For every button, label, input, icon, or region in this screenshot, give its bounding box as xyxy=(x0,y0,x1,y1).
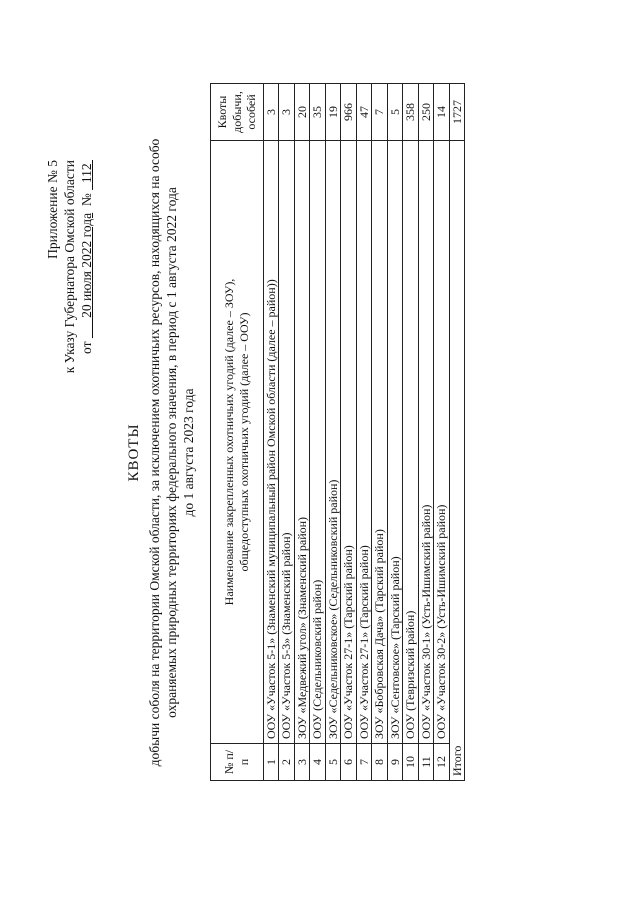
title-line-1: добычи соболя на территории Омской области, за исключением охотничьих ресурсов, находящихся на особо xyxy=(147,138,162,767)
row-name: ООУ «Участок 30-2» (Усть-Ишимский район) xyxy=(434,141,450,744)
row-num: 4 xyxy=(310,744,326,781)
quota-table xyxy=(210,83,465,781)
row-name: ЗОУ «Бобровская Дача» (Тарский район) xyxy=(372,141,388,744)
decree-number xyxy=(79,160,94,190)
row-quota: 3 xyxy=(279,84,295,141)
row-name: ЗОУ «Сентовское» (Тарский район) xyxy=(387,141,403,744)
row-num: 7 xyxy=(356,744,372,781)
row-num: 5 xyxy=(325,744,341,781)
row-quota: 966 xyxy=(341,84,357,141)
table-body xyxy=(263,84,465,781)
row-name: ООУ «Участок 5-1» (Знаменский муниципальный район Омской области (далее – район)) xyxy=(263,141,279,744)
table-row xyxy=(403,84,419,781)
row-name: ООУ «Участок 5-3» (Знаменский район) xyxy=(279,141,295,744)
table-row xyxy=(434,84,450,781)
row-num: 1 xyxy=(263,744,279,781)
row-num: 11 xyxy=(418,744,434,781)
decree-date-text: 20 июля 2022 года xyxy=(79,212,94,318)
appendix-number: Приложение № 5 xyxy=(45,160,60,259)
header-name-line-2: общедоступных охотничьих угодий (далее – ООУ) xyxy=(236,312,251,572)
appendix-decree: к Указу Губернатора Омской области xyxy=(62,160,77,374)
table-row xyxy=(372,84,388,781)
row-num: 12 xyxy=(434,744,450,781)
total-value: 1727 xyxy=(449,84,465,141)
table-row xyxy=(310,84,326,781)
header-name xyxy=(211,141,264,744)
table-header-row xyxy=(211,84,264,781)
row-quota: 35 xyxy=(310,84,326,141)
row-num: 10 xyxy=(403,744,419,781)
appendix-block xyxy=(44,160,95,373)
table-row xyxy=(263,84,279,781)
number-label: № xyxy=(79,193,94,207)
decree-number-text: 112 xyxy=(79,163,94,184)
title-main: КВОТЫ xyxy=(126,423,142,482)
title-line-3: до 1 августа 2023 года xyxy=(181,388,196,517)
row-num: 2 xyxy=(279,744,295,781)
row-quota: 250 xyxy=(418,84,434,141)
total-row xyxy=(449,84,465,781)
table-row xyxy=(356,84,372,781)
row-quota: 19 xyxy=(325,84,341,141)
row-name: ЗОУ «Медвежий угол» (Знаменский район) xyxy=(294,141,310,744)
row-name: ООУ (Седельниковский район) xyxy=(310,141,326,744)
row-num: 8 xyxy=(372,744,388,781)
row-num: 6 xyxy=(341,744,357,781)
row-num: 9 xyxy=(387,744,403,781)
table-row xyxy=(418,84,434,781)
table-row xyxy=(325,84,341,781)
row-quota: 20 xyxy=(294,84,310,141)
table-row xyxy=(294,84,310,781)
from-label: от xyxy=(79,341,94,354)
total-label: Итого xyxy=(449,141,465,781)
table-row xyxy=(341,84,357,781)
table-row xyxy=(387,84,403,781)
row-name: ООУ «Участок 27-1» (Тарский район) xyxy=(356,141,372,744)
row-quota: 5 xyxy=(387,84,403,141)
row-quota: 358 xyxy=(403,84,419,141)
title-line-2: охраняемых природных территориях федерального значения, в период с 1 августа 2022 года xyxy=(164,187,179,718)
row-quota: 3 xyxy=(263,84,279,141)
appendix-date-line xyxy=(78,160,95,373)
row-name: ООУ (Тевризский район) xyxy=(403,141,419,744)
header-name-line-1: Наименование закрепленных охотничьих угодий (далее – ЗОУ), xyxy=(222,278,237,606)
row-name: ООУ «Участок 30-1» (Усть-Ишимский район) xyxy=(418,141,434,744)
header-num: № п/п xyxy=(211,744,264,781)
row-num: 3 xyxy=(294,744,310,781)
row-name: ЗОУ «Седельниковское» (Седельниковский район) xyxy=(325,141,341,744)
document-title xyxy=(126,0,197,905)
header-quota: Квоты добычи, особей xyxy=(211,84,264,141)
decree-date xyxy=(79,213,94,338)
row-quota: 47 xyxy=(356,84,372,141)
row-quota: 7 xyxy=(372,84,388,141)
row-quota: 14 xyxy=(434,84,450,141)
row-name: ООУ «Участок 27-1» (Тарский район) xyxy=(341,141,357,744)
table-row xyxy=(279,84,295,781)
